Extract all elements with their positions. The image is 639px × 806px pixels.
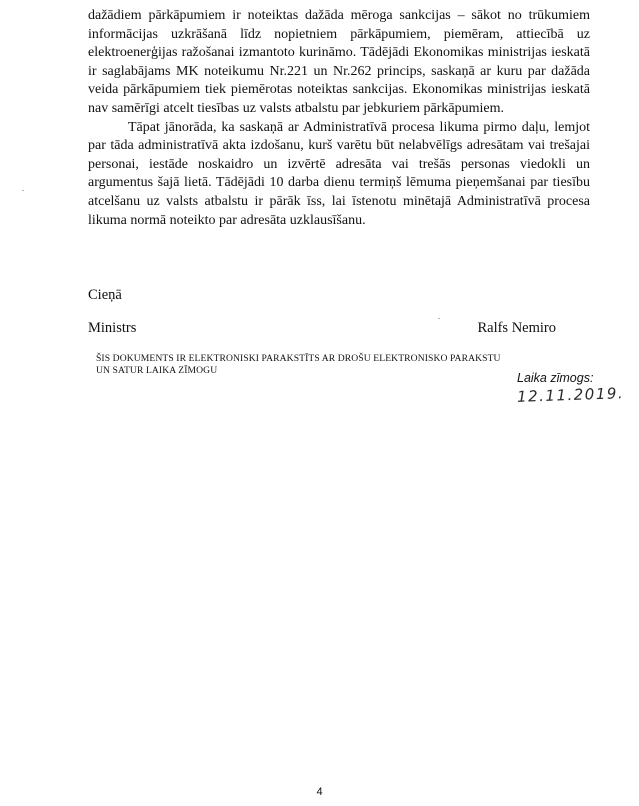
timestamp-date: 12.11.2019.: [516, 384, 625, 406]
paragraph-sanctions: dažādiem pārkāpumiem ir noteiktas dažāda mēroga sankcijas – sākot no trūkumiem informācijas uzkrāšanā līdz nopietniem pārkāpumiem, piemēram, attiecībā uz elektroenerģijas ražošanai izmantoto kurināmo. Tādējādi Ekonomikas ministrijas ieskatā ir saglabājams MK noteikumu Nr.221 un Nr.262 princips, saskaņā ar kuru par dažāda veida pārkāpumiem tiek piemērotas noteiktas sankcijas. Ekonomikas ministrijas ieskatā nav samērīgi atcelt tiesības uz valsts atbalstu par jebkuriem pārkāpumiem.: [88, 8, 590, 116]
e-signature-notice: ŠIS DOKUMENTS IR ELEKTRONISKI PARAKSTĪTS AR DROŠU ELEKTRONISKO PARAKSTU UN SATUR LAIKA ZĪMOGU: [96, 353, 501, 376]
scan-speck: [438, 318, 440, 319]
signatory-title: Ministrs: [88, 320, 137, 336]
signatory-name: Ralfs Nemiro: [477, 320, 556, 336]
page-number: 4: [316, 786, 323, 798]
scan-speck: [22, 190, 24, 191]
timestamp-label: Laika zīmogs:: [517, 371, 594, 385]
paragraph-administrative-process: Tāpat jānorāda, ka saskaņā ar Administratīvā procesa likuma pirmo daļu, lemjot par tāda administratīvā akta izdošanu, kurš varētu būt nelabvēlīgs adresātam vai trešajai personai, iestāde noskaidro un izvērtē adresāta vai trešās personas viedokli un argumentus šajā lietā. Tādējādi 10 darba dienu termiņš lēmuma pieņemšanai par tiesību atcelšanu uz valsts atbalstu ir pārāk īss, lai īstenotu minētajā Administratīvā procesa likuma normā noteikto par adresāta uzklausīšanu.: [88, 119, 590, 228]
letter-body: [88, 7, 590, 230]
closing-greeting: Cieņā: [88, 287, 122, 303]
